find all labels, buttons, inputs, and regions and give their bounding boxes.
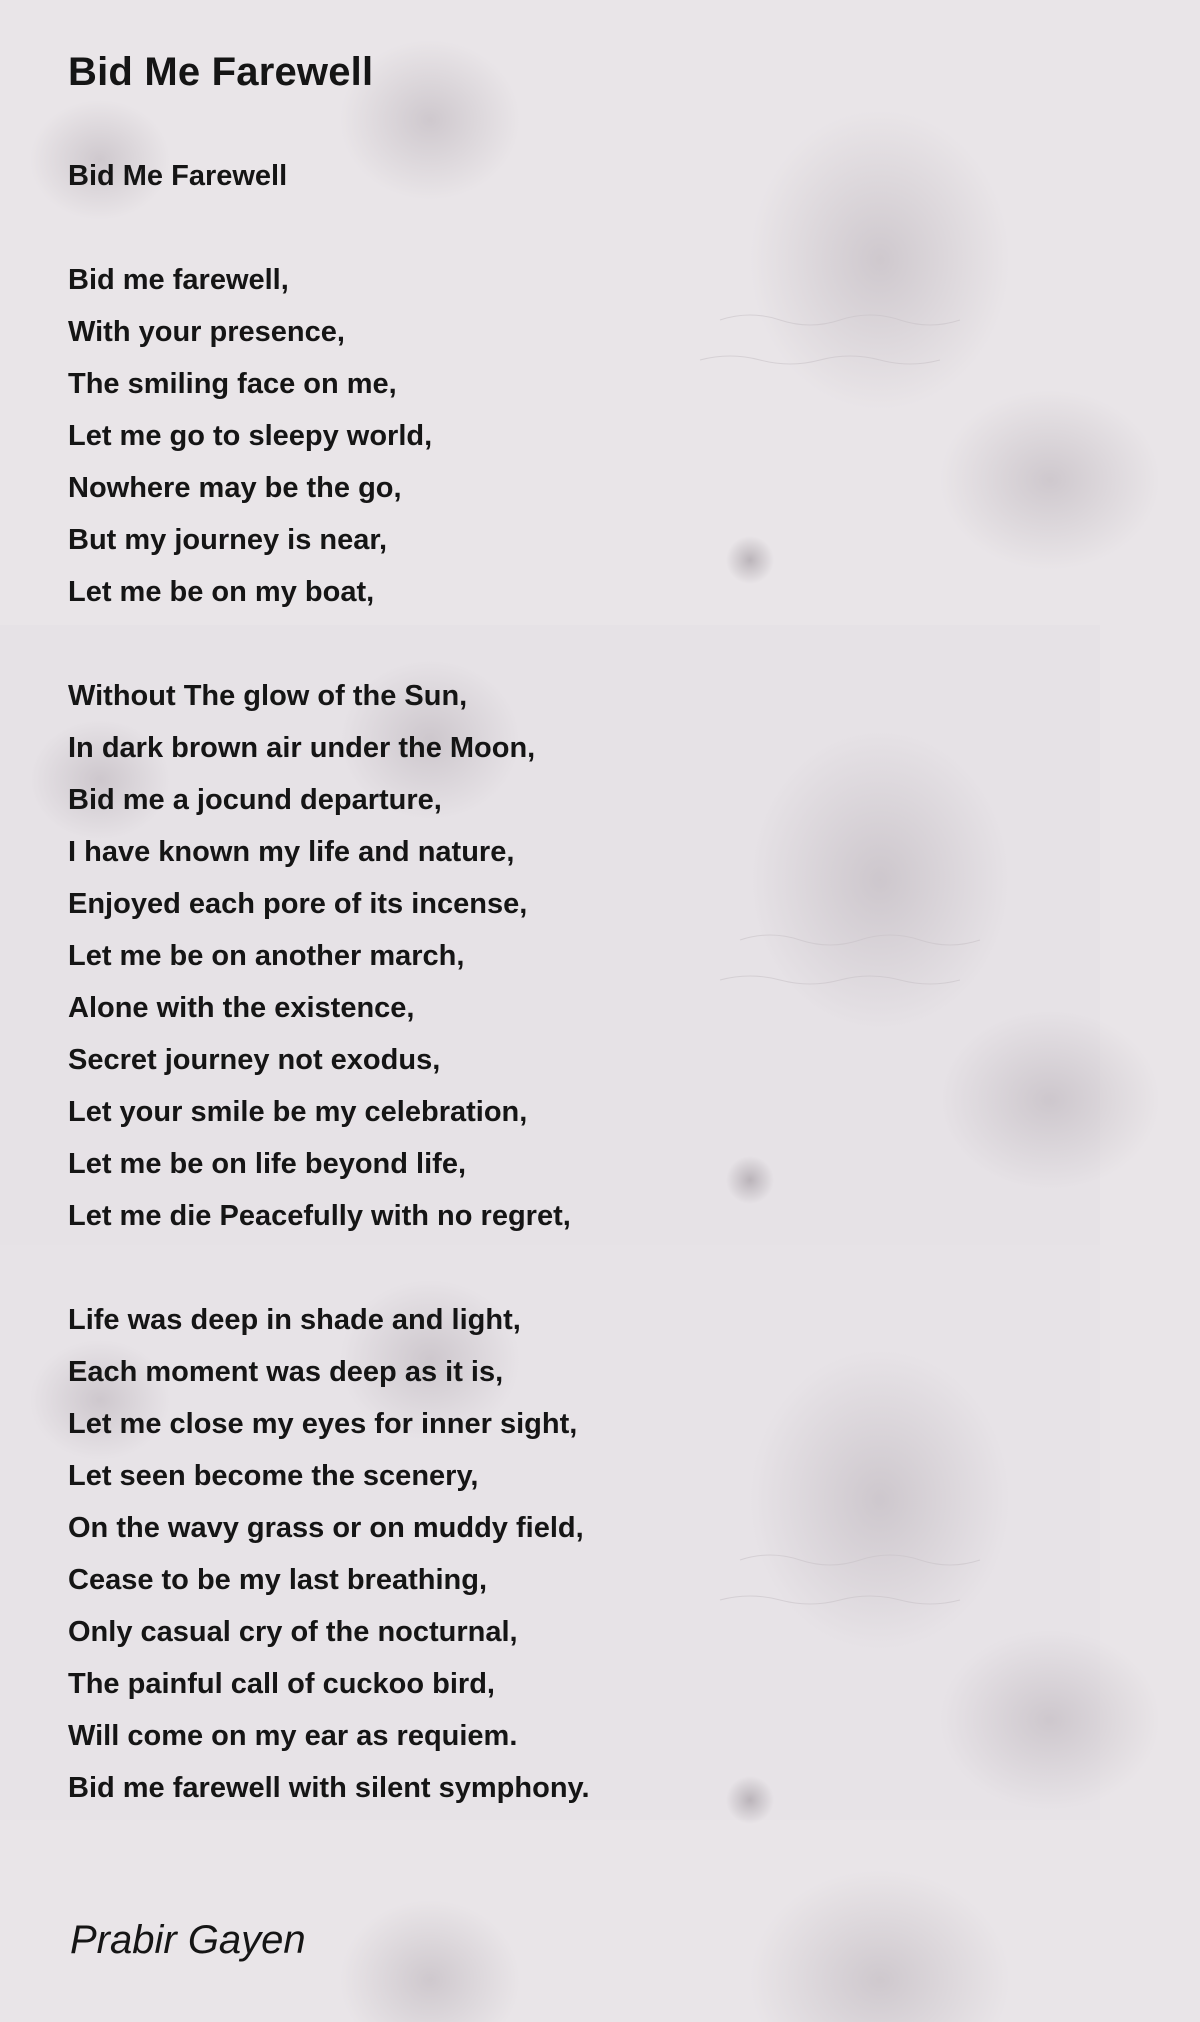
poem-title: Bid Me Farewell (68, 50, 374, 94)
stanza-3 (68, 1294, 590, 1814)
poem-line: Bid me farewell with silent symphony. (68, 1772, 590, 1804)
poem-line: Let me die Peacefully with no regret, (68, 1200, 571, 1232)
poem-line: Let me close my eyes for inner sight, (68, 1408, 578, 1440)
poem-line: Alone with the existence, (68, 992, 415, 1024)
poem-line: Enjoyed each pore of its incense, (68, 888, 528, 920)
stanza-2 (68, 670, 590, 1242)
poem-line: Secret journey not exodus, (68, 1044, 441, 1076)
poem-line: Let me be on another march, (68, 940, 465, 972)
poem-line: Bid me farewell, (68, 264, 289, 296)
poem-line: Let me go to sleepy world, (68, 420, 433, 452)
poem-line: With your presence, (68, 316, 345, 348)
poem-subtitle: Bid Me Farewell (68, 160, 288, 192)
poem-line: Let me be on my boat, (68, 576, 375, 608)
stanza-break (68, 618, 590, 670)
poem-line: Let your smile be my celebration, (68, 1096, 528, 1128)
poem-line: Cease to be my last breathing, (68, 1564, 488, 1596)
stanza-break (68, 202, 590, 254)
poem-body (68, 150, 590, 1814)
stanza-1 (68, 254, 590, 618)
poem-line: Bid me a jocund departure, (68, 784, 442, 816)
poem-line: Nowhere may be the go, (68, 472, 402, 504)
poem-line: Let me be on life beyond life, (68, 1148, 466, 1180)
poem-line: But my journey is near, (68, 524, 388, 556)
poem-line: In dark brown air under the Moon, (68, 732, 536, 764)
poem-line: Will come on my ear as requiem. (68, 1720, 518, 1752)
poem-line: Without The glow of the Sun, (68, 680, 468, 712)
poem-line: I have known my life and nature, (68, 836, 515, 868)
poem-line: The painful call of cuckoo bird, (68, 1668, 495, 1700)
poem-line: Each moment was deep as it is, (68, 1356, 504, 1388)
poem-line: On the wavy grass or on muddy field, (68, 1512, 584, 1544)
poem-line: Life was deep in shade and light, (68, 1304, 521, 1336)
poem-line: Only casual cry of the nocturnal, (68, 1616, 518, 1648)
poem-line: The smiling face on me, (68, 368, 397, 400)
stanza-break (68, 1242, 590, 1294)
poem-line: Let seen become the scenery, (68, 1460, 479, 1492)
poem-author: Prabir Gayen (70, 1918, 306, 1962)
